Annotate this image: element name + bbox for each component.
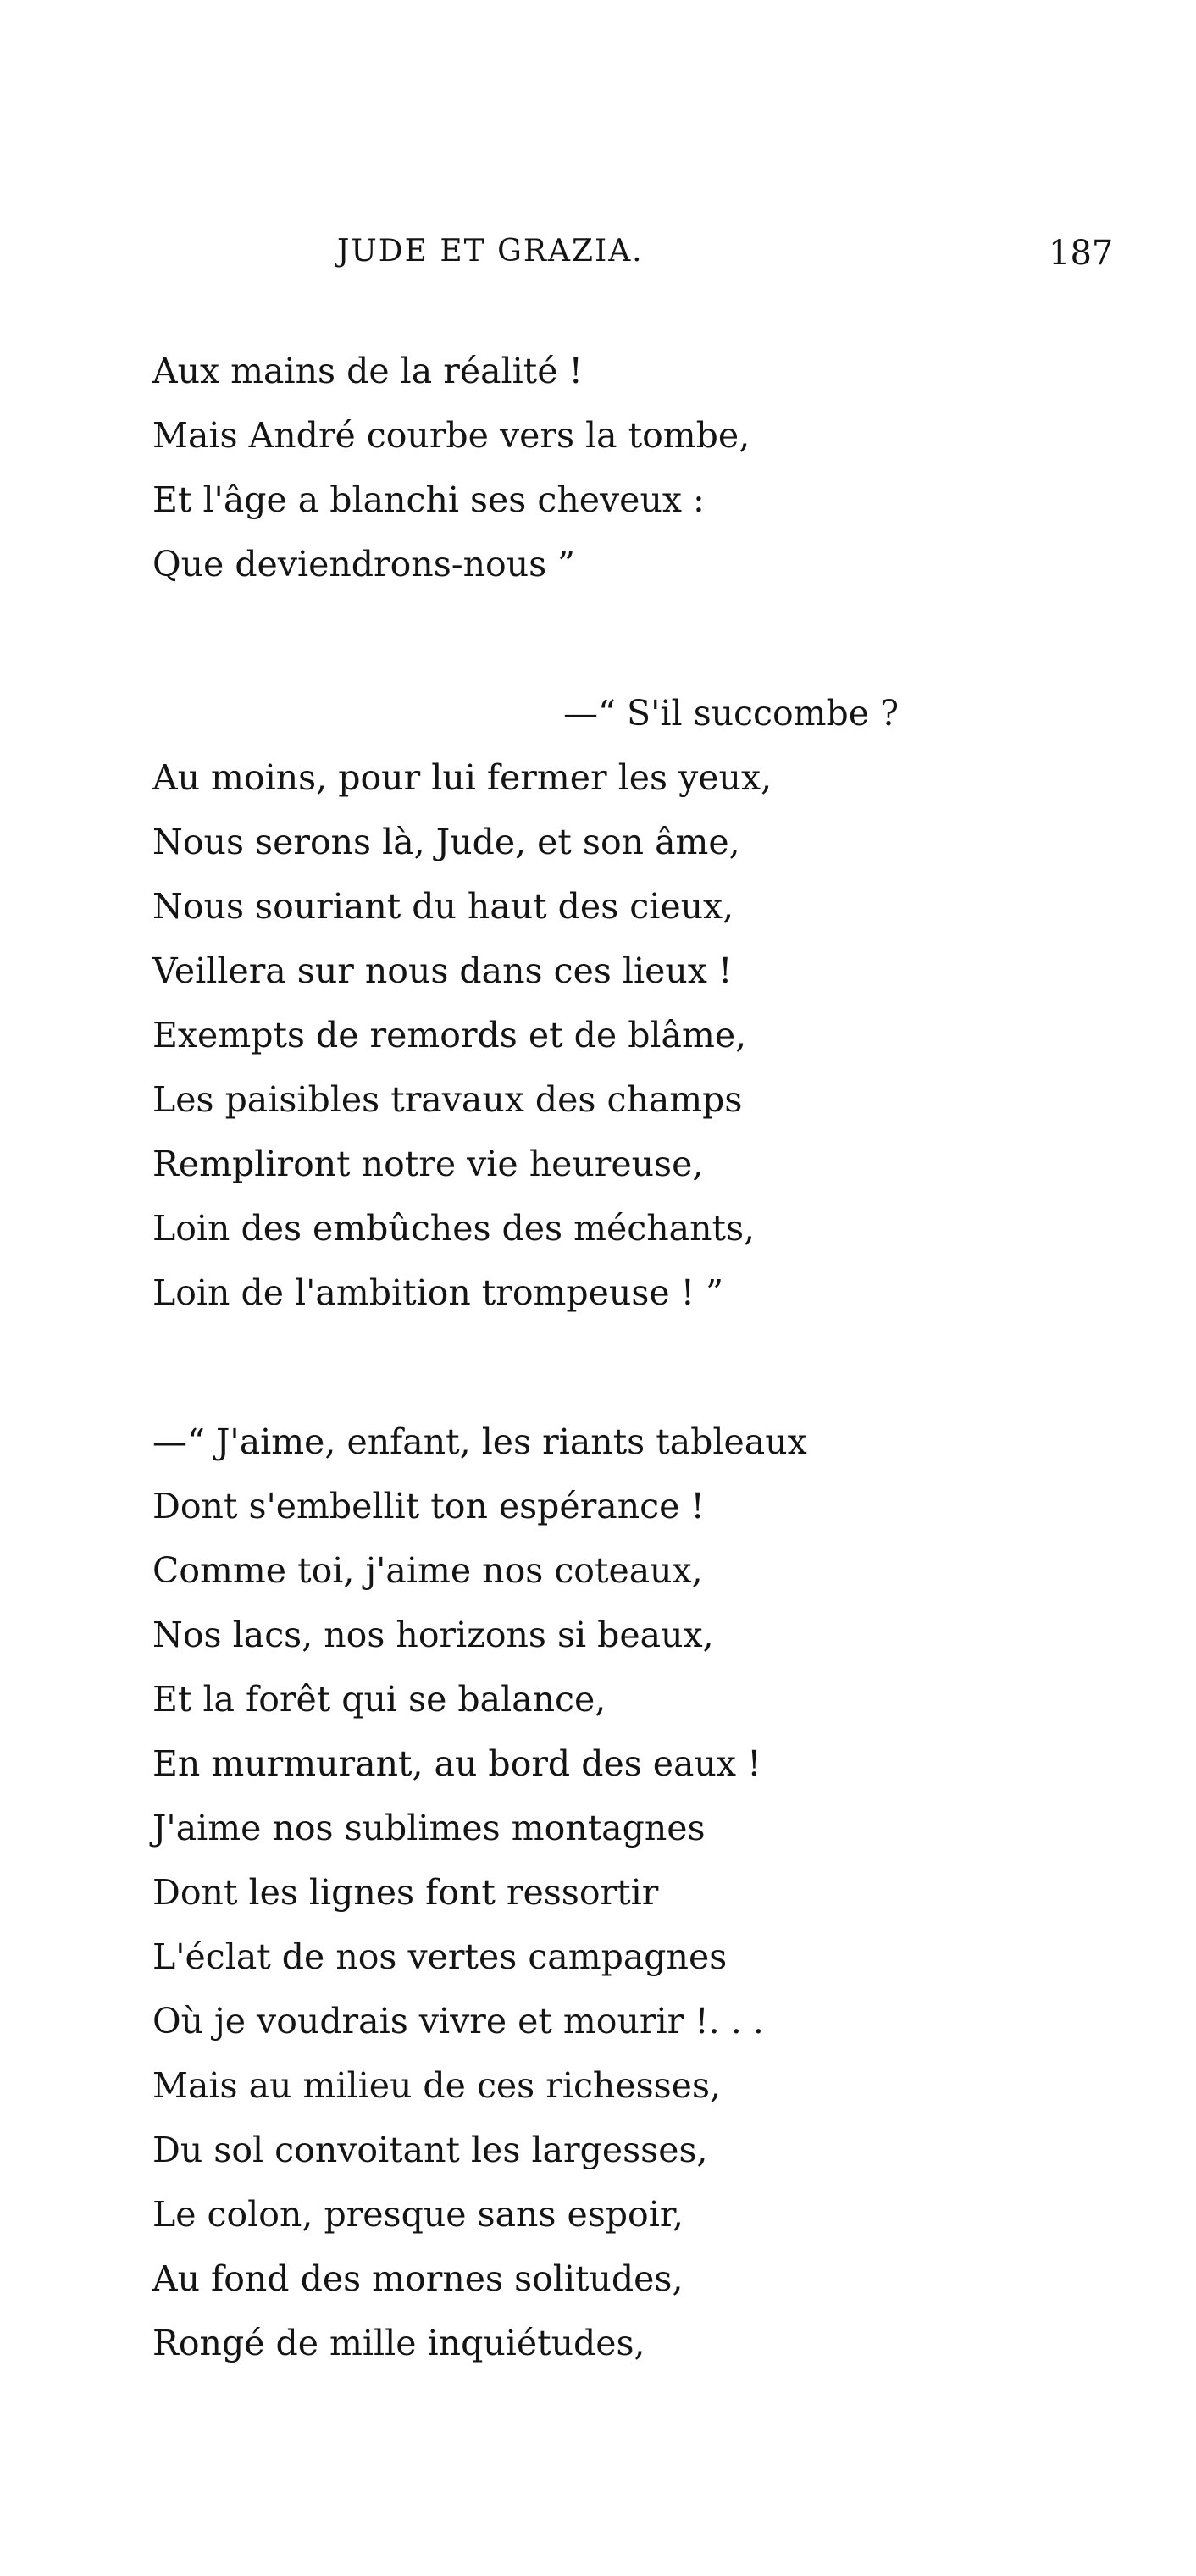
verse-line: Où je voudrais vivre et mourir !. . . [152, 2001, 764, 2041]
verse-line: Rempliront notre vie heureuse, [152, 1144, 704, 1184]
verse-line: Et l'âge a blanchi ses cheveux : [152, 479, 705, 520]
verse-line: Du sol convoitant les largesses, [152, 2130, 708, 2170]
verse-line: Mais André courbe vers la tombe, [152, 415, 750, 456]
verse-line: Le colon, presque sans espoir, [152, 2194, 684, 2235]
verse-line: Loin de l'ambition trompeuse ! ” [152, 1272, 724, 1313]
verse-line: Aux mains de la réalité ! [152, 351, 583, 391]
stanza-break [152, 596, 1050, 681]
verse-line: Au moins, pour lui fermer les yeux, [152, 757, 772, 798]
verse-line: —“ J'aime, enfant, les riants tableaux [152, 1421, 807, 1462]
verse-line: Au fond des mornes solitudes, [152, 2258, 684, 2299]
stanza-break [152, 1325, 1050, 1410]
verse-line: Que deviendrons-nous ” [152, 544, 576, 584]
verse-line: Exempts de remords et de blâme, [152, 1015, 747, 1055]
verse-line-indented: —“ S'il succombe ? [563, 693, 900, 734]
verse-line: L'éclat de nos vertes campagnes [152, 1936, 728, 1977]
verse-line: Nous souriant du haut des cieux, [152, 886, 734, 927]
verse-line: Dont s'embellit ton espérance ! [152, 1486, 705, 1526]
verse-line: Comme toi, j'aime nos coteaux, [152, 1550, 703, 1591]
verse-line: Nous serons là, Jude, et son âme, [152, 822, 740, 862]
verse-line: Mais au milieu de ces richesses, [152, 2065, 722, 2106]
verse-line: Veillera sur nous dans ces lieux ! [152, 950, 733, 991]
poem-body [152, 339, 1050, 2375]
verse-line: Les paisibles travaux des champs [152, 1079, 743, 1120]
stanza-2 [152, 681, 1050, 1325]
verse-line: Nos lacs, nos horizons si beaux, [152, 1615, 714, 1655]
verse-line: Dont les lignes font ressortir [152, 1872, 659, 1913]
stanza-1 [152, 339, 1050, 596]
running-title: JUDE ET GRAZIA. [337, 234, 644, 269]
verse-line: En murmurant, au bord des eaux ! [152, 1743, 761, 1784]
verse-line: Et la forêt qui se balance, [152, 1679, 606, 1720]
page-number: 187 [1049, 234, 1114, 273]
verse-line: Loin des embûches des méchants, [152, 1208, 756, 1249]
verse-line: Rongé de mille inquiétudes, [152, 2323, 645, 2363]
verse-line: J'aime nos sublimes montagnes [152, 1808, 706, 1848]
page-header [0, 234, 1196, 285]
stanza-3 [152, 1410, 1050, 2375]
